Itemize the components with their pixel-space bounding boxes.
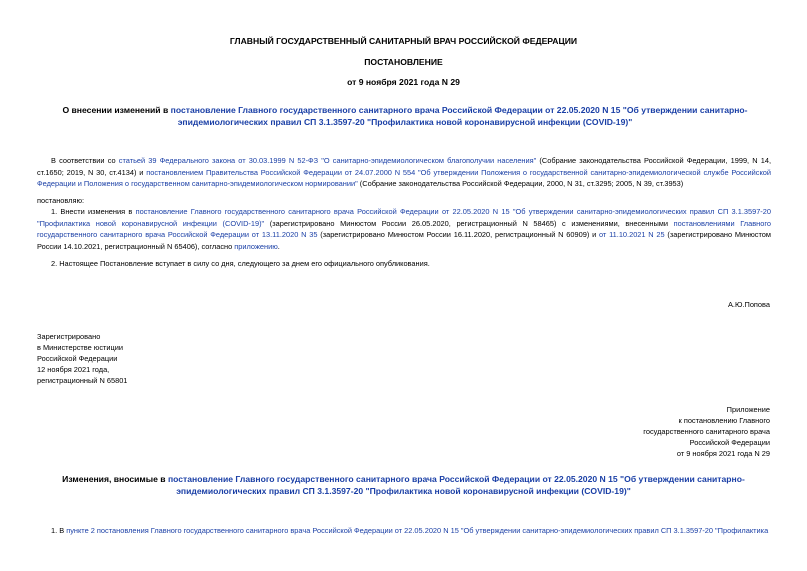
preamble-paragraph [37, 155, 771, 190]
change-1-text: 1. В [51, 526, 67, 535]
item-1-text-1: 1. Внести изменения в [51, 207, 136, 216]
registration-line: в Министерстве юстиции [37, 343, 124, 352]
appendix-line: Российской Федерации [689, 438, 770, 447]
change-1-paragraph [51, 525, 786, 536]
item-1-text-3: (зарегистрировано Минюстом России 16.11.2020, регистрационный N 60909) и [317, 230, 599, 239]
document-date-number: от 9 ноября 2021 года N 29 [347, 77, 460, 87]
appendix-line: Приложение [726, 405, 770, 414]
preamble-text-1: В соответствии со [51, 156, 119, 165]
preamble-text-3: (Собрание законодательства Российской Федерации, 2000, N 31, ст.3295; 2005, N 39, ст.3953) [357, 179, 684, 188]
item-1-text-2: (зарегистрировано Минюстом России 26.05.2020, регистрационный N 58465) с изменениями, внесенными [264, 218, 674, 228]
resolution-25-link[interactable]: от 11.10.2021 N 25 [598, 230, 665, 239]
changes-title [40, 473, 767, 497]
item-1-paragraph [37, 206, 771, 252]
resolves-label: постановляю: [37, 196, 85, 205]
appendix-line: государственного санитарного врача [643, 427, 770, 436]
signature: А.Ю.Попова [728, 300, 770, 309]
title-link[interactable]: постановление Главного государственного санитарного врача Российской Федерации от 22.05.2020 N 15 "Об утверждении санитарно-эпидемиологических правил СП 3.1.3597-20 "Профилактика новой коронавирусной инфекции (COVID-19)" [170, 105, 748, 127]
appendix-reference [643, 404, 770, 459]
item-1-text-5: . [277, 241, 280, 251]
changes-title-prefix: Изменения, вносимые в [62, 474, 168, 484]
appendix-link[interactable]: приложению [234, 241, 278, 251]
registration-line: регистрационный N 65801 [37, 376, 128, 385]
gov-resolution-554-link[interactable]: постановлением Правительства Российской Федерации от 24.07.2000 N 554 "Об утверждении Положения о государственной санитарно-эпидемиологической службе Российской Федерации и Положения о государственном санитарно-эпидемиологическом нормировании" [37, 167, 771, 188]
title-prefix: О внесении изменений в [62, 105, 171, 115]
registration-block [37, 331, 127, 386]
resolution-15-link[interactable]: постановление Главного государственного санитарного врача Российской Федерации от 22.05.2020 N 15 "Об утверждении санитарно-эпидемиологических правил СП 3.1.3597-20 "Профилактика новой коронавирусной инфекции (COVID-19)" [37, 207, 771, 228]
registration-line: 12 ноября 2021 года, [37, 365, 110, 374]
change-1-link[interactable]: пункте 2 постановления Главного государственного санитарного врача Российской Федерации от 22.05.2020 N 15 "Об утверждении санитарно-эпидемиологических правил СП 3.1.3597-20 "Профилактика [66, 526, 769, 535]
registration-line: Зарегистрировано [37, 332, 101, 341]
item-1-text-4: (зарегистрировано Минюстом России 14.10.2021, регистрационный N 65406), согласно [37, 230, 771, 251]
resolution-35-link[interactable]: постановлениями Главного государственного санитарного врача Российской Федерации от 13.11.2020 N 35 [37, 218, 771, 239]
item-2-paragraph: 2. Настоящее Постановление вступает в силу со дня, следующего за днем его официального опубликования. [51, 259, 430, 268]
issuing-authority: ГЛАВНЫЙ ГОСУДАРСТВЕННЫЙ САНИТАРНЫЙ ВРАЧ РОССИЙСКОЙ ФЕДЕРАЦИИ [229, 36, 578, 46]
law-52fz-link[interactable]: статьей 39 Федерального закона от 30.03.1999 N 52-ФЗ "О санитарно-эпидемиологическом благополучии населения" [118, 156, 537, 165]
appendix-line: от 9 ноября 2021 года N 29 [676, 449, 770, 458]
document-title [55, 104, 755, 128]
preamble-text-2: (Собрание законодательства Российской Федерации, 1999, N 14, ст.1650; 2019, N 30, ст.4134) и [37, 156, 772, 177]
appendix-line: к постановлению Главного [678, 416, 770, 425]
registration-line: Российской Федерации [37, 354, 118, 363]
changes-title-link[interactable]: постановление Главного государственного санитарного врача Российской Федерации от 22.05.2020 N 15 "Об утверждении санитарно-эпидемиологических правил СП 3.1.3597-20 "Профилактика новой коронавирусной инфекции (COVID-19)" [167, 474, 745, 496]
document-type: ПОСТАНОВЛЕНИЕ [364, 57, 443, 67]
